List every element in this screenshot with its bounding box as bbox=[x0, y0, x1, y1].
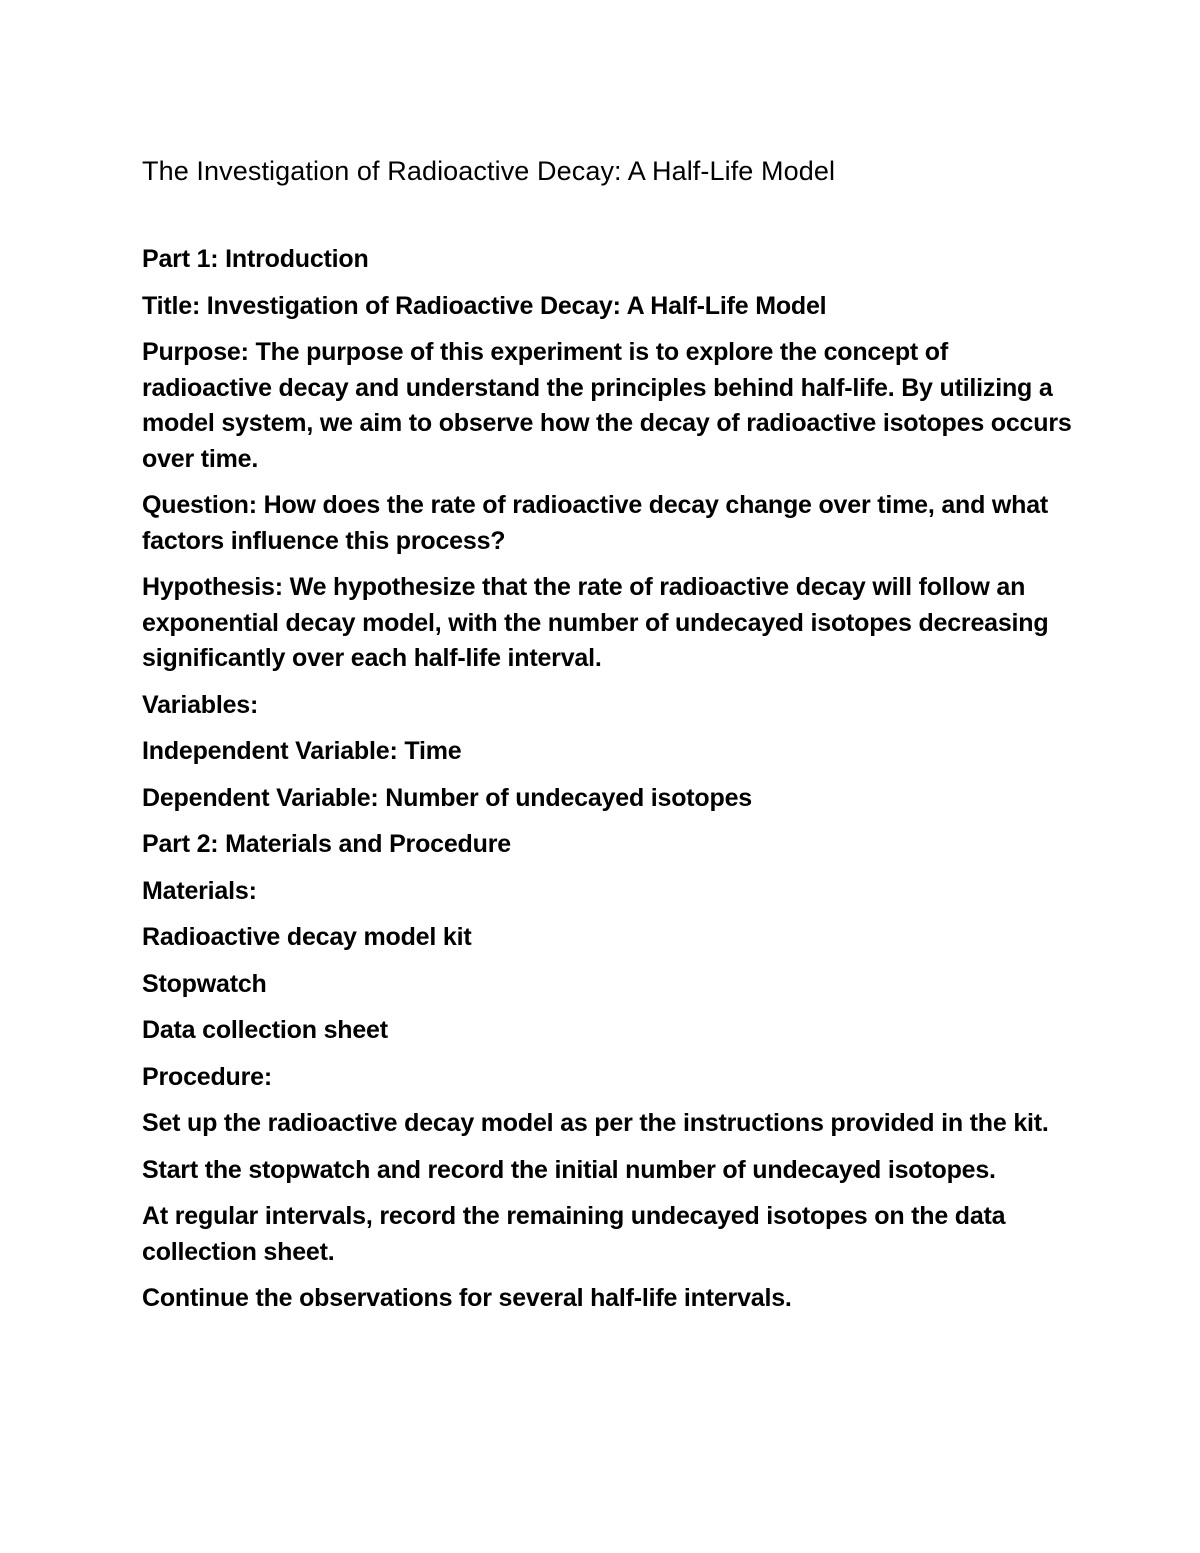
question-paragraph: Question: How does the rate of radioactive decay change over time, and what factors influence this process? bbox=[142, 491, 1049, 555]
procedure-step: Set up the radioactive decay model as per the instructions provided in the kit. bbox=[142, 1109, 1049, 1137]
section-heading-part-2: Part 2: Materials and Procedure bbox=[142, 830, 511, 858]
dependent-variable: Dependent Variable: Number of undecayed isotopes bbox=[142, 783, 752, 812]
material-item: Stopwatch bbox=[142, 969, 267, 998]
hypothesis-paragraph: Hypothesis: We hypothesize that the rate of radioactive decay will follow an exponential decay model, with the number of undecayed isotopes decreasing significantly over each half-life interval. bbox=[142, 573, 1049, 672]
materials-heading: Materials: bbox=[142, 876, 257, 905]
title-line: Title: Investigation of Radioactive Decay: A Half-Life Model bbox=[142, 291, 827, 320]
section-heading-part-1: Part 1: Introduction bbox=[142, 245, 369, 273]
procedure-step: Start the stopwatch and record the initial number of undecayed isotopes. bbox=[142, 1155, 996, 1184]
independent-variable: Independent Variable: Time bbox=[142, 737, 462, 765]
procedure-step: At regular intervals, record the remaining undecayed isotopes on the data collection sheet. bbox=[142, 1202, 1006, 1266]
purpose-paragraph: Purpose: The purpose of this experiment is to explore the concept of radioactive decay and understand the principles behind half-life. By utilizing a model system, we aim to observe how the decay of radioactive isotopes occurs over time. bbox=[142, 338, 1072, 473]
variables-heading: Variables: bbox=[142, 690, 259, 719]
material-item: Data collection sheet bbox=[142, 1016, 388, 1044]
document-title: The Investigation of Radioactive Decay: A Half-Life Model bbox=[142, 156, 836, 186]
material-item: Radioactive decay model kit bbox=[142, 923, 472, 951]
procedure-step: Continue the observations for several half-life intervals. bbox=[142, 1284, 792, 1312]
document-page bbox=[142, 150, 1072, 1328]
procedure-heading: Procedure: bbox=[142, 1062, 272, 1091]
